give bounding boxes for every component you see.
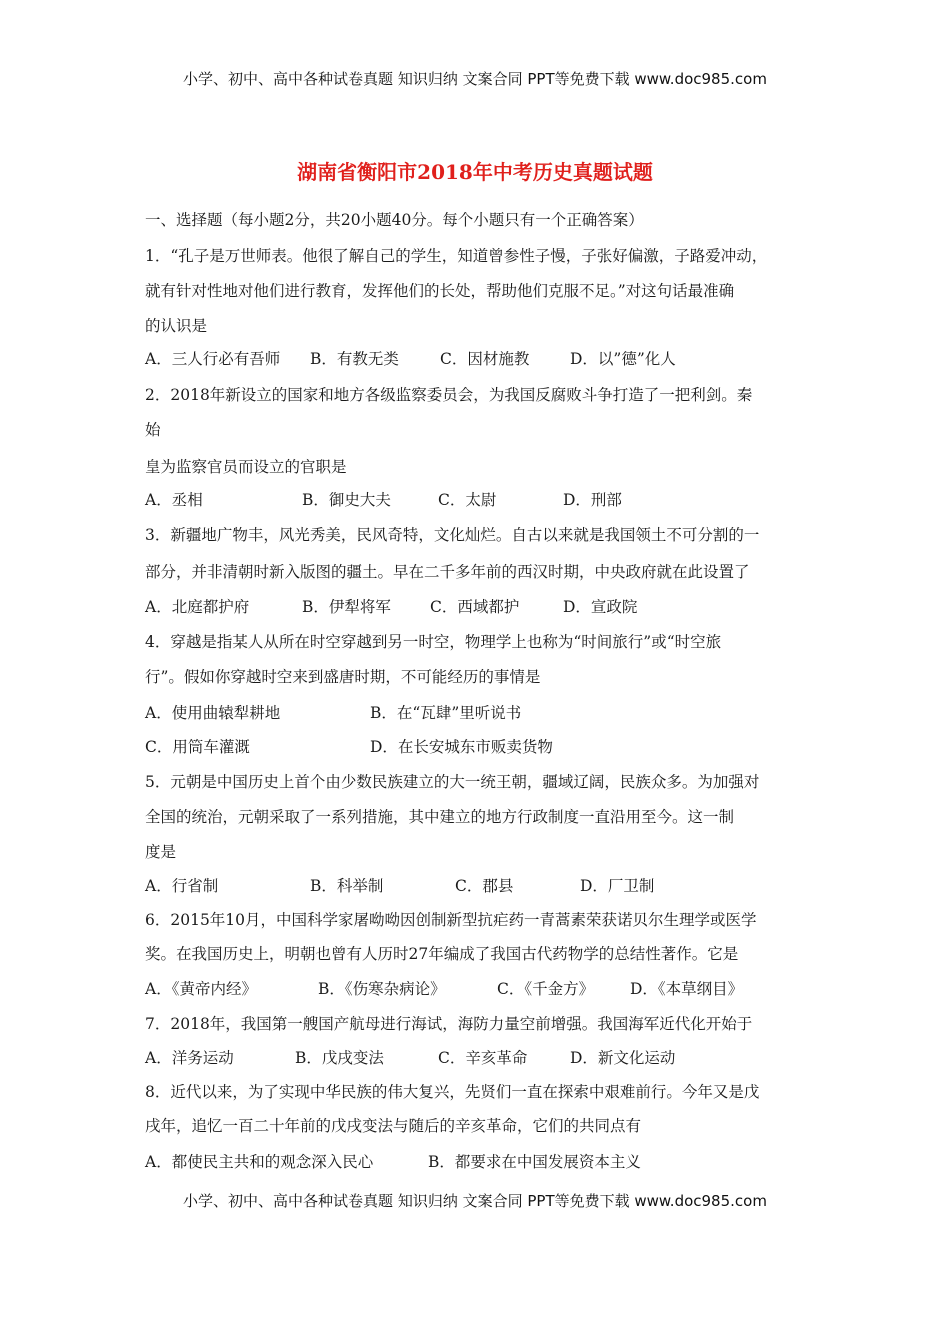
- question-5-line-2: 全国的统治，元朝采取了一系列措施，其中建立的地方行政制度一直沿用至今。这一制: [145, 808, 735, 826]
- question-1-option-c: C．因材施教: [440, 350, 530, 368]
- question-1-line-2: 就有针对性地对他们进行教育，发挥他们的长处，帮助他们克服不足。”对这句话最准确: [145, 282, 735, 300]
- question-1-option-d: D．以”德”化人: [570, 350, 676, 368]
- question-3-line-1: 3．新疆地广物丰，风光秀美，民风奇特，文化灿烂。自古以来就是我国领土不可分割的一: [145, 526, 760, 544]
- question-6-option-b: B．《伤寒杂病论》: [318, 980, 446, 998]
- question-3-option-d: D．宣政院: [563, 598, 638, 616]
- question-4-option-a: A．使用曲辕犁耕地: [145, 704, 281, 722]
- question-7-option-b: B．戊戌变法: [295, 1049, 384, 1067]
- page-header-banner: 小学、初中、高中各种试卷真题 知识归纳 文案合同 PPT等免费下载 www.doc985.com: [183, 70, 767, 88]
- question-6-line-2: 奖。在我国历史上，明朝也曾有人历时27年编成了我国古代药物学的总结性著作。它是: [145, 945, 739, 963]
- question-3-option-c: C．西域都护: [430, 598, 520, 616]
- question-1-option-b: B．有教无类: [310, 350, 399, 368]
- page-title: 湖南省衡阳市2018年中考历史真题试题: [297, 160, 653, 184]
- question-5-option-b: B．科举制: [310, 877, 384, 895]
- question-6-line-1: 6．2015年10月，中国科学家屠呦呦因创制新型抗疟药一青蒿素荣获诺贝尔生理学或医学: [145, 911, 757, 929]
- question-3-line-2: 部分，并非清朝时新入版图的疆土。早在二千多年前的西汉时期，中央政府就在此设置了: [145, 563, 750, 581]
- question-7-option-a: A．洋务运动: [145, 1049, 234, 1067]
- question-2-option-b: B．御史大夫: [302, 491, 391, 509]
- question-5-option-d: D．厂卫制: [580, 877, 655, 895]
- question-4-line-1: 4．穿越是指某人从所在时空穿越到另一时空，物理学上也称为“时间旅行”或“时空旅: [145, 633, 722, 651]
- question-5-line-3: 度是: [145, 843, 177, 861]
- question-8-option-a: A．都使民主共和的观念深入民心: [145, 1153, 374, 1171]
- question-4-option-b: B．在“瓦肆”里听说书: [370, 704, 522, 722]
- section-heading: 一、选择题（每小题2分，共20小题40分。每个小题只有一个正确答案）: [145, 211, 644, 229]
- page-footer-banner: 小学、初中、高中各种试卷真题 知识归纳 文案合同 PPT等免费下载 www.doc985.com: [183, 1192, 767, 1210]
- question-6-option-c: C．《千金方》: [497, 980, 595, 998]
- question-4-line-2: 行”。假如你穿越时空来到盛唐时期，不可能经历的事情是: [145, 668, 541, 686]
- question-8-option-b: B．都要求在中国发展资本主义: [428, 1153, 641, 1171]
- question-7-option-c: C．辛亥革命: [438, 1049, 528, 1067]
- question-6-option-a: A．《黄帝内经》: [145, 980, 257, 998]
- question-7-option-d: D．新文化运动: [570, 1049, 676, 1067]
- question-4-option-c: C．用筒车灌溉: [145, 738, 250, 756]
- question-8-line-2: 戌年，追忆一百二十年前的戊戌变法与随后的辛亥革命，它们的共同点有: [145, 1117, 642, 1135]
- question-6-option-d: D．《本草纲目》: [630, 980, 744, 998]
- question-2-line-2: 始: [145, 421, 161, 439]
- question-5-line-1: 5．元朝是中国历史上首个由少数民族建立的大一统王朝，疆域辽阔，民族众多。为加强对: [145, 773, 760, 791]
- question-4-option-d: D．在长安城东市贩卖货物: [370, 738, 553, 756]
- question-5-option-c: C．郡县: [455, 877, 514, 895]
- question-1-option-a: A．三人行必有吾师: [145, 350, 281, 368]
- question-2-option-c: C．太尉: [438, 491, 497, 509]
- question-2-option-a: A．丞相: [145, 491, 203, 509]
- question-3-option-a: A．北庭都护府: [145, 598, 250, 616]
- question-7-line-1: 7．2018年，我国第一艘国产航母进行海试，海防力量空前增强。我国海军近代化开始于: [145, 1015, 753, 1033]
- question-2-line-3: 皇为监察官员而设立的官职是: [145, 458, 347, 476]
- question-8-line-1: 8．近代以来，为了实现中华民族的伟大复兴，先贤们一直在探索中艰难前行。今年又是戊: [145, 1083, 760, 1101]
- question-2-option-d: D．刑部: [563, 491, 622, 509]
- question-3-option-b: B．伊犁将军: [302, 598, 391, 616]
- question-1-line-3: 的认识是: [145, 317, 208, 335]
- question-1-line-1: 1．“孔子是万世师表。他很了解自己的学生，知道曾参性子慢，子张好偏激，子路爱冲动，: [145, 247, 768, 265]
- question-2-line-1: 2．2018年新设立的国家和地方各级监察委员会，为我国反腐败斗争打造了一把利剑。秦: [145, 386, 753, 404]
- question-5-option-a: A．行省制: [145, 877, 219, 895]
